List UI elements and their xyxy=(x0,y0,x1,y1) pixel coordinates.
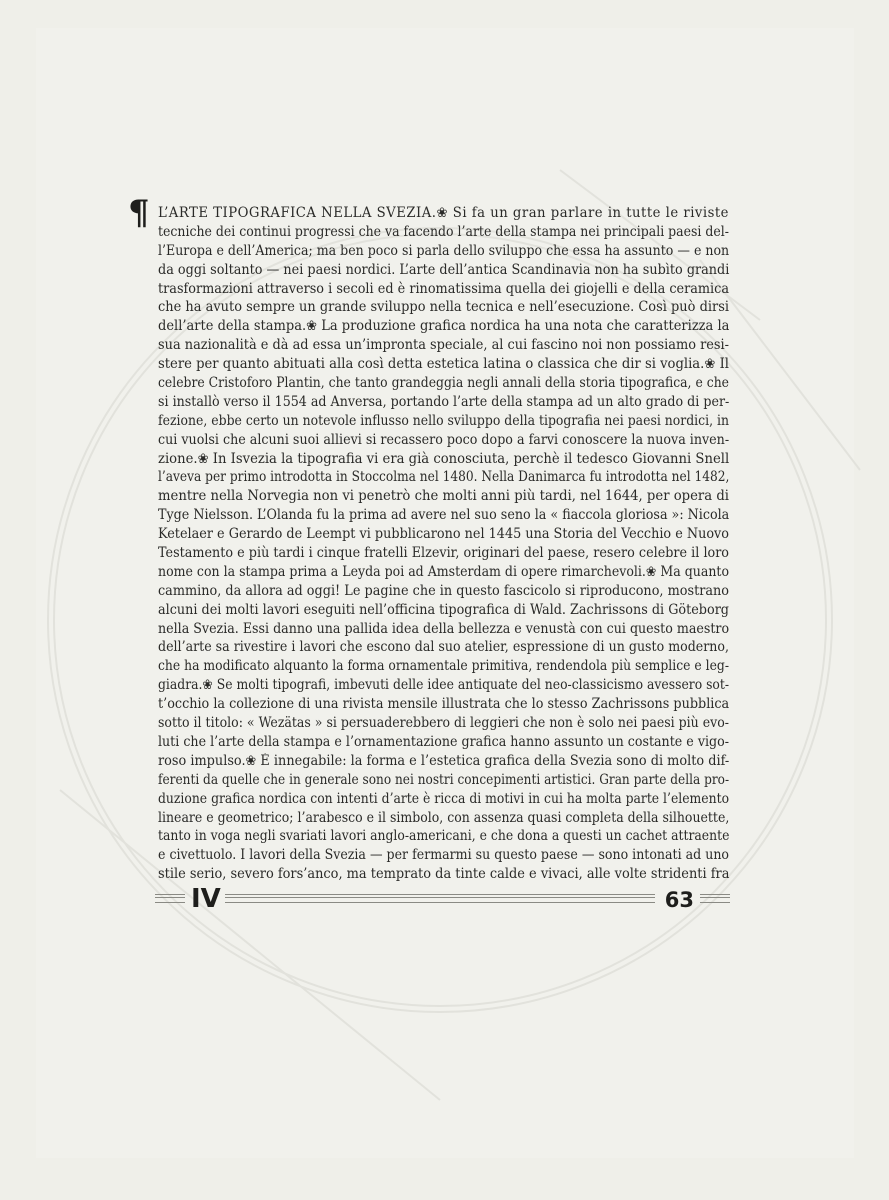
text-line: che ha avuto sempre un grande sviluppo nella tecnica e nell’esecuzione. Così può dirsi xyxy=(158,299,729,316)
text-line: sua nazionalità e dà ad essa un’impronta speciale, al cui fascino noi non possiamo resi- xyxy=(158,337,730,354)
text-line: cammino, da allora ad oggi! Le pagine che in questo fascicolo si riproducono, mostrano xyxy=(158,582,729,599)
text-line: roso impulso.❀ È innegabile: la forma e l’estetica grafica della Svezia sono di molto dif- xyxy=(158,752,730,769)
text-line: duzione grafica nordica con intenti d’arte è ricca di motivi in cui ha molta parte l’elemento xyxy=(158,790,730,807)
footer-rule-left xyxy=(155,894,185,903)
text-line: tanto in voga negli svariati lavori anglo-americani, e che dona a questi un cachet attraente xyxy=(158,828,730,845)
text-line: stile serio, severo fors’anco, ma temprato da tinte calde e vivaci, alle volte stridenti fra xyxy=(158,866,730,883)
footer-rule-center xyxy=(225,894,655,903)
text-line: dell’arte della stampa.❀ La produzione grafica nordica ha una nota che caratterizza la xyxy=(158,318,730,335)
text-line: si installò verso il 1554 ad Anversa, portando l’arte della stampa ad un alto grado di per- xyxy=(158,393,730,410)
text-line: mentre nella Norvegia non vi penetrò che molti anni più tardi, nel 1644, per opera di xyxy=(158,488,729,505)
text-line: trasformazioni attraverso i secoli ed è rinomatissima quella dei giojelli e della ceramica xyxy=(158,280,729,297)
text-line: celebre Cristoforo Plantin, che tanto grandeggia negli annali della storia tipografica, e che xyxy=(158,375,729,392)
article-body xyxy=(158,204,729,884)
text-line: stere per quanto abituati alla così detta estetica latina o classica che dir si voglia.❀ Il xyxy=(158,356,729,373)
text-line: alcuni dei molti lavori eseguiti nell’officina tipografica di Wald. Zachrissons di Göteborg xyxy=(158,601,729,618)
text-line: lineare e geometrico; l’arabesco e il simbolo, con assenza quasi completa della silhouette, xyxy=(158,809,730,826)
text-line: luti che l’arte della stampa e l’ornamentazione grafica hanno assunto un costante e vigo- xyxy=(158,733,729,750)
text-line: sotto il titolo: « Wezätas » si persuaderebbero di leggieri che non è solo nei paesi più evo- xyxy=(158,715,729,732)
text-line: zione.❀ In Isvezia la tipografia vi era già conosciuta, perchè il tedesco Giovanni Snell xyxy=(158,450,730,467)
text-line: Ketelaer e Gerardo de Leempt vi pubblicarono nel 1445 una Storia del Vecchio e Nuovo xyxy=(158,526,729,543)
text-line: l’aveva per primo introdotta in Stoccolma nel 1480. Nella Danimarca fu introdotta nel 1482, xyxy=(158,469,730,486)
page-footer xyxy=(155,884,730,918)
text-line: t’occhio la collezione di una rivista mensile illustrata che lo stesso Zachrissons pubblica xyxy=(158,696,730,713)
text-line: fezione, ebbe certo un notevole influsso nello sviluppo della tipografia nei paesi nordici, in xyxy=(158,412,729,429)
text-line: Tyge Nielsson. L’Olanda fu la prima ad avere nel suo seno la « fiaccola gloriosa »: Nicola xyxy=(158,507,730,524)
footer-rule-right xyxy=(700,894,730,903)
paragraph-ornament: ¶ xyxy=(128,193,150,233)
text-line: ferenti da quelle che in generale sono nei nostri concepimenti artistici. Gran parte della pro- xyxy=(158,771,730,788)
section-numeral: IV xyxy=(191,884,221,914)
text-line: giadra.❀ Se molti tipografi, imbevuti delle idee antiquate del neo-classicismo avessero sot- xyxy=(158,677,730,694)
text-line: nome con la stampa prima a Leyda poi ad Amsterdam di opere rimarchevoli.❀ Ma quanto xyxy=(158,563,729,580)
page-number: 63 xyxy=(664,888,694,912)
text-line: da oggi soltanto — nei paesi nordici. L’arte dell’antica Scandinavia non ha subìto grandi xyxy=(158,261,730,278)
text-line: Testamento e più tardi i cinque fratelli Elzevir, originari del paese, resero celebre il loro xyxy=(158,545,729,562)
text-line: L’ARTE TIPOGRAFICA NELLA SVEZIA.❀ Si fa un gran parlare in tutte le riviste xyxy=(158,205,729,221)
text-line: dell’arte sa rivestire i lavori che escono dal suo atelier, espressione di un gusto moderno, xyxy=(158,639,729,656)
text-line: tecniche dei continui progressi che va facendo l’arte della stampa nei principali paesi del- xyxy=(158,223,730,240)
text-line: e civettuolo. I lavori della Svezia — per fermarmi su questo paese — sono intonati ad uno xyxy=(158,847,729,864)
text-line: che ha modificato alquanto la forma ornamentale primitiva, rendendola più semplice e leg- xyxy=(158,658,729,675)
text-line: l’Europa e dell’America; ma ben poco si parla dello sviluppo che essa ha assunto — e non xyxy=(158,242,730,259)
text-line: nella Svezia. Essi danno una pallida idea della bellezza e venustà con cui questo maestro xyxy=(158,620,730,637)
text-line: cui vuolsi che alcuni suoi allievi si recassero poco dopo a farvi conoscere la nuova inven- xyxy=(158,431,730,448)
